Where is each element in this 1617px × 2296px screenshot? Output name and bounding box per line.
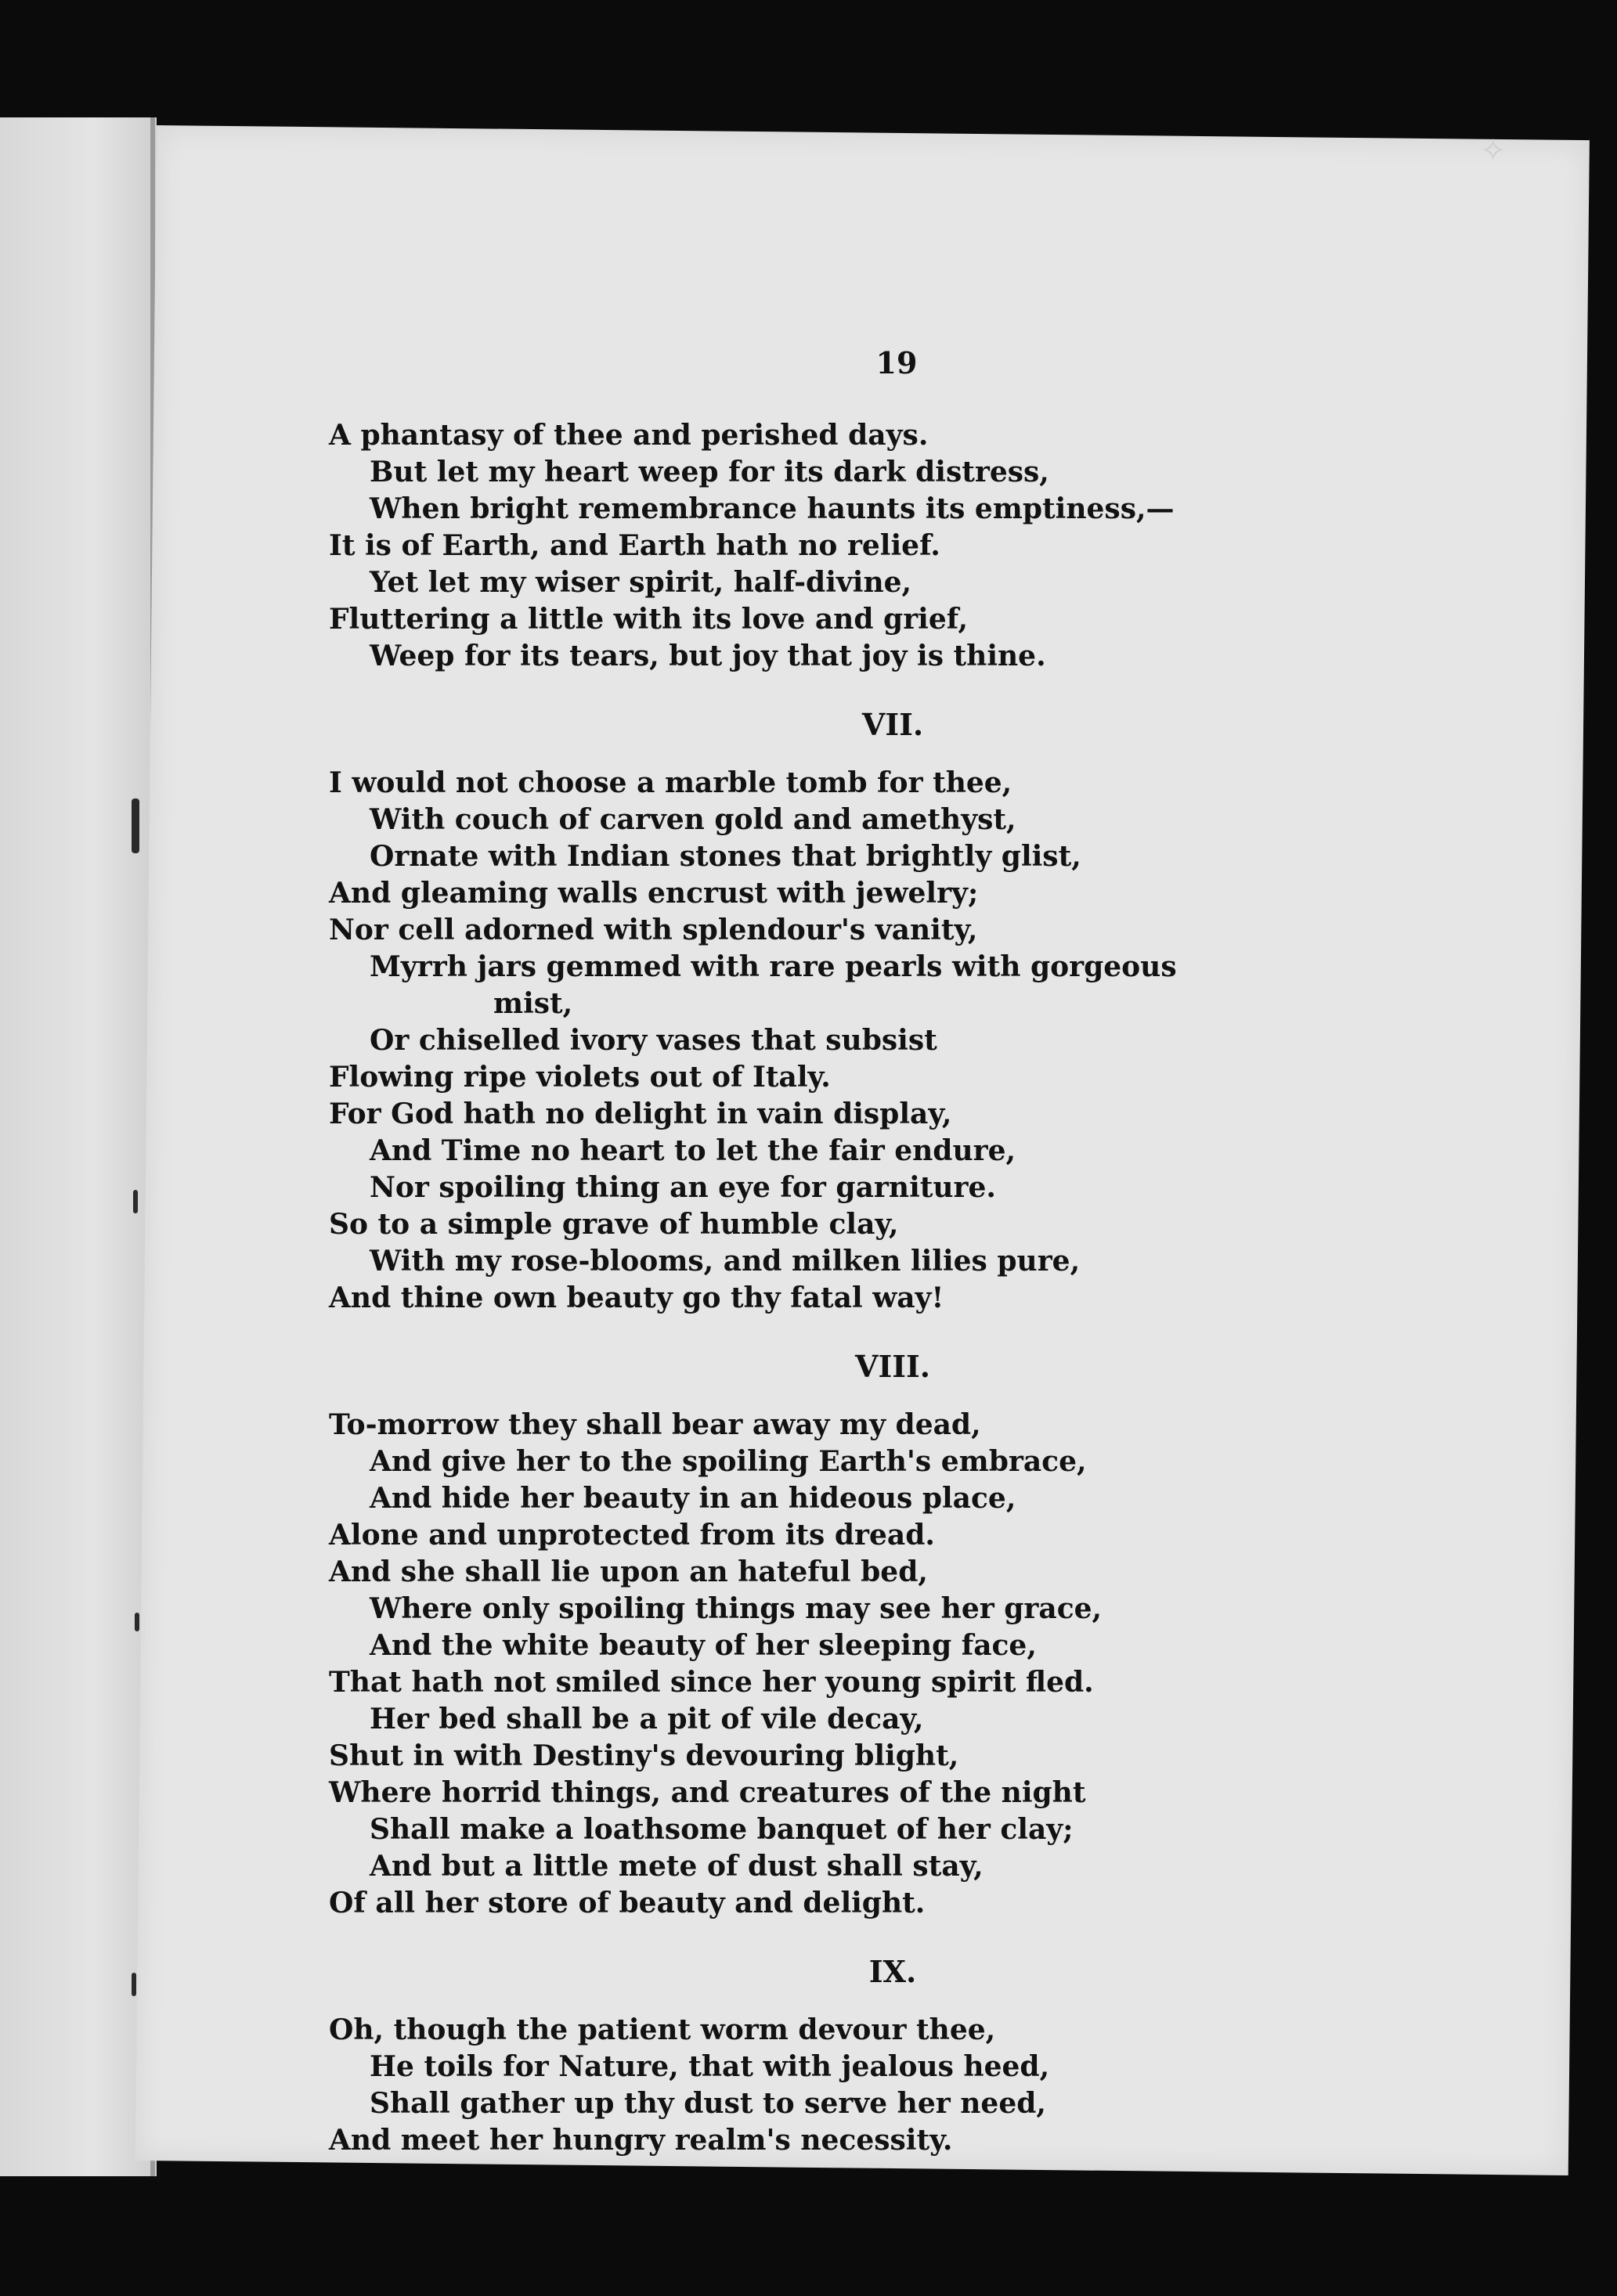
poem-line: Alone and unprotected from its dread. xyxy=(329,1519,935,1552)
poem-line: A phantasy of thee and perished days. xyxy=(329,419,929,452)
scan-mark xyxy=(133,1190,138,1213)
poem-line: And she shall lie upon an hateful bed, xyxy=(329,1555,928,1588)
poem-line: Of all her store of beauty and delight. xyxy=(329,1887,926,1919)
poem-line: Nor cell adorned with splendour's vanity, xyxy=(329,914,978,946)
poem-section xyxy=(329,1348,1363,1922)
page-number: 19 xyxy=(875,345,918,380)
poem-line: When bright remembrance haunts its emptiness,— xyxy=(370,492,1175,525)
poem-line: Yet let my wiser spirit, half-divine, xyxy=(370,566,912,599)
scan-mark xyxy=(132,798,139,853)
poem-line: That hath not smiled since her young spirit fled. xyxy=(329,1666,1094,1699)
poem-line: But let my heart weep for its dark distress, xyxy=(370,456,1049,488)
poem-line: Weep for its tears, but joy that joy is thine. xyxy=(370,640,1046,672)
poem-line: Where only spoiling things may see her grace, xyxy=(370,1592,1103,1625)
poem-line: Her bed shall be a pit of vile decay, xyxy=(370,1703,924,1736)
poem-line: Fluttering a little with its love and grief, xyxy=(329,603,968,636)
poem-sections xyxy=(329,417,1363,2159)
poem-line: Nor spoiling thing an eye for garniture. xyxy=(370,1171,996,1204)
poem-line: And thine own beauty go thy fatal way! xyxy=(329,1281,944,1314)
poem-line: Shut in with Destiny's devouring blight, xyxy=(329,1739,959,1772)
section-heading: IX. xyxy=(868,1954,917,1989)
poem-line: And but a little mete of dust shall stay, xyxy=(370,1850,984,1883)
poem-line: Oh, though the patient worm devour thee, xyxy=(329,2013,996,2046)
poem-line: With my rose-blooms, and milken lilies pure, xyxy=(370,1245,1081,1278)
poem-line: He toils for Nature, that with jealous heed, xyxy=(370,2050,1050,2083)
poem-line: Or chiselled ivory vases that subsist xyxy=(370,1024,937,1057)
facing-page-edge xyxy=(0,117,157,2176)
poem-line: And Time no heart to let the fair endure, xyxy=(370,1134,1016,1167)
poem-line: And the white beauty of her sleeping face, xyxy=(370,1629,1037,1662)
poem-line: And meet her hungry realm's necessity. xyxy=(329,2124,953,2157)
page-corner-damage: ✧ xyxy=(1480,133,1507,169)
poem-text xyxy=(329,344,1363,2159)
poem-line: It is of Earth, and Earth hath no relief. xyxy=(329,529,940,562)
poem-line: And give her to the spoiling Earth's embrace, xyxy=(370,1445,1087,1478)
scan-mark xyxy=(135,1613,139,1631)
poem-line: Flowing ripe violets out of Italy. xyxy=(329,1061,831,1094)
section-heading: VIII. xyxy=(854,1349,931,1384)
poem-line: And gleaming walls encrust with jewelry; xyxy=(329,877,979,910)
scan-mark xyxy=(132,1973,136,1996)
poem-line: So to a simple grave of humble clay, xyxy=(329,1208,899,1241)
poem-line: For God hath no delight in vain display, xyxy=(329,1098,952,1130)
poem-line: Ornate with Indian stones that brightly glist, xyxy=(370,840,1081,873)
poem-line: To-morrow they shall bear away my dead, xyxy=(329,1408,981,1441)
section-heading: VII. xyxy=(861,707,924,742)
poem-section xyxy=(329,1953,1363,2159)
poem-line: With couch of carven gold and amethyst, xyxy=(370,803,1016,836)
poem-section xyxy=(329,417,1363,675)
poem-line: Shall make a loathsome banquet of her clay; xyxy=(370,1813,1074,1846)
poem-line: Where horrid things, and creatures of the night xyxy=(329,1776,1086,1809)
poem-line: Shall gather up thy dust to serve her need, xyxy=(370,2087,1046,2120)
poem-line: mist, xyxy=(493,987,573,1020)
poem-section xyxy=(329,706,1363,1317)
poem-line: I would not choose a marble tomb for thee, xyxy=(329,766,1012,799)
poem-line: Myrrh jars gemmed with rare pearls with gorgeous xyxy=(370,950,1177,983)
poem-line: And hide her beauty in an hideous place, xyxy=(370,1482,1016,1515)
